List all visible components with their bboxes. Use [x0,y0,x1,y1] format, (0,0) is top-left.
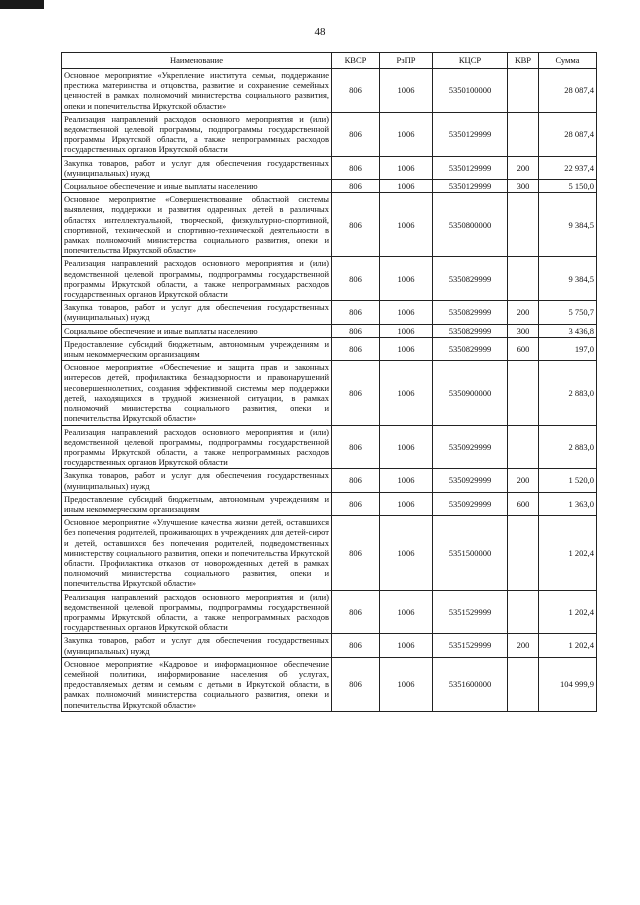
cell-kcsr: 5350829999 [433,257,508,301]
cell-kcsr: 5351500000 [433,516,508,590]
cell-sum: 5 750,7 [539,301,597,324]
cell-kcsr: 5350929999 [433,425,508,469]
cell-kvr [508,657,539,711]
cell-rzpr: 1006 [380,657,433,711]
cell-rzpr: 1006 [380,590,433,634]
cell-kvsr: 806 [332,257,380,301]
cell-kcsr: 5350129999 [433,180,508,193]
cell-kvsr: 806 [332,425,380,469]
cell-kcsr: 5350929999 [433,492,508,515]
cell-name: Закупка товаров, работ и услуг для обеспечения государственных (муниципальных) нужд [62,156,332,179]
table-row [62,337,597,360]
cell-kvsr: 806 [332,516,380,590]
table-row [62,193,597,257]
cell-kvr [508,193,539,257]
cell-kvsr: 806 [332,657,380,711]
cell-kvr [508,112,539,156]
cell-kcsr: 5350829999 [433,324,508,337]
cell-rzpr: 1006 [380,180,433,193]
cell-name: Социальное обеспечение и иные выплаты населению [62,324,332,337]
cell-kvsr: 806 [332,69,380,113]
cell-kcsr: 5350129999 [433,156,508,179]
cell-sum: 28 087,4 [539,69,597,113]
table-row [62,425,597,469]
cell-kvr: 200 [508,301,539,324]
cell-sum: 9 384,5 [539,193,597,257]
table-row [62,516,597,590]
cell-rzpr: 1006 [380,634,433,657]
cell-kcsr: 5350800000 [433,193,508,257]
cell-kvr [508,361,539,425]
cell-rzpr: 1006 [380,112,433,156]
cell-sum: 197,0 [539,337,597,360]
header-kvsr: КВСР [332,53,380,69]
cell-kvsr: 806 [332,469,380,492]
cell-kvr: 300 [508,324,539,337]
cell-name: Социальное обеспечение и иные выплаты населению [62,180,332,193]
cell-name: Закупка товаров, работ и услуг для обеспечения государственных (муниципальных) нужд [62,634,332,657]
budget-table [61,52,597,712]
table-row [62,634,597,657]
table-row [62,257,597,301]
cell-sum: 104 999,9 [539,657,597,711]
cell-rzpr: 1006 [380,69,433,113]
cell-rzpr: 1006 [380,425,433,469]
cell-name: Основное мероприятие «Улучшение качества жизни детей, оставшихся без попечения родителей, проживающих в учреждениях для детей-сирот и детей, оставшихся без попечения родителей, подведомственных министерству социального развития, опеки и попечительства Иркутской области. Профилактика отказов от новорожденных детей в рамках полномочий министерства социального развития, опеки и попечительства Иркутской области» [62,516,332,590]
cell-kcsr: 5350129999 [433,112,508,156]
cell-name: Предоставление субсидий бюджетным, автономным учреждениям и иным некоммерческим организациям [62,337,332,360]
cell-kvr [508,590,539,634]
cell-rzpr: 1006 [380,361,433,425]
cell-kvsr: 806 [332,337,380,360]
cell-kvsr: 806 [332,193,380,257]
cell-kvsr: 806 [332,492,380,515]
table-row [62,657,597,711]
scan-corner-mark [0,0,44,9]
cell-kvr [508,516,539,590]
cell-sum: 28 087,4 [539,112,597,156]
cell-kvr: 200 [508,469,539,492]
table-row [62,324,597,337]
cell-name: Реализация направлений расходов основного мероприятия и (или) ведомственной целевой программы, подпрограммы государственной программы Иркутской области, а также непрограммных расходов государственных органов Иркутской области [62,112,332,156]
cell-rzpr: 1006 [380,156,433,179]
table-row [62,361,597,425]
cell-name: Основное мероприятие «Кадровое и информационное обеспечение семейной политики, информирование населения об услугах, предоставляемых детям и семьям с детьми в Иркутской области, в рамках полномочий министерства социального развития, опеки и попечительства Иркутской области» [62,657,332,711]
cell-sum: 3 436,8 [539,324,597,337]
cell-name: Предоставление субсидий бюджетным, автономным учреждениям и иным некоммерческим организациям [62,492,332,515]
cell-sum: 1 520,0 [539,469,597,492]
cell-sum: 9 384,5 [539,257,597,301]
header-rzpr: РзПР [380,53,433,69]
table-row [62,156,597,179]
cell-name: Закупка товаров, работ и услуг для обеспечения государственных (муниципальных) нужд [62,301,332,324]
cell-kvsr: 806 [332,112,380,156]
cell-sum: 1 363,0 [539,492,597,515]
cell-rzpr: 1006 [380,469,433,492]
cell-kcsr: 5351529999 [433,634,508,657]
cell-sum: 1 202,4 [539,590,597,634]
table-header [62,53,597,69]
cell-kvsr: 806 [332,361,380,425]
header-row [62,53,597,69]
cell-kvsr: 806 [332,301,380,324]
cell-kcsr: 5351529999 [433,590,508,634]
cell-kvsr: 806 [332,324,380,337]
cell-kvr: 600 [508,337,539,360]
cell-kcsr: 5351600000 [433,657,508,711]
cell-sum: 22 937,4 [539,156,597,179]
cell-kvr: 600 [508,492,539,515]
cell-rzpr: 1006 [380,492,433,515]
cell-rzpr: 1006 [380,337,433,360]
cell-sum: 5 150,0 [539,180,597,193]
header-kcsr: КЦСР [433,53,508,69]
cell-sum: 2 883,0 [539,361,597,425]
cell-rzpr: 1006 [380,193,433,257]
cell-rzpr: 1006 [380,257,433,301]
cell-kcsr: 5350900000 [433,361,508,425]
cell-kvr: 300 [508,180,539,193]
table-body [62,69,597,712]
cell-kcsr: 5350829999 [433,301,508,324]
cell-name: Реализация направлений расходов основного мероприятия и (или) ведомственной целевой программы, подпрограммы государственной программы Иркутской области, а также непрограммных расходов государственных органов Иркутской области [62,590,332,634]
table-row [62,590,597,634]
cell-sum: 1 202,4 [539,634,597,657]
cell-name: Реализация направлений расходов основного мероприятия и (или) ведомственной целевой программы, подпрограммы государственной программы Иркутской области, а также непрограммных расходов государственных органов Иркутской области [62,257,332,301]
cell-name: Основное мероприятие «Укрепление института семьи, поддержание престижа материнства и отцовства, развитие и сохранение семейных ценностей в рамках полномочий министерства социального развития, опеки и попечительства Иркутской области» [62,69,332,113]
cell-kvsr: 806 [332,590,380,634]
cell-sum: 1 202,4 [539,516,597,590]
header-sum: Сумма [539,53,597,69]
cell-kvr: 200 [508,156,539,179]
cell-kvr [508,257,539,301]
cell-rzpr: 1006 [380,301,433,324]
cell-rzpr: 1006 [380,516,433,590]
cell-kvsr: 806 [332,180,380,193]
cell-kcsr: 5350100000 [433,69,508,113]
cell-name: Закупка товаров, работ и услуг для обеспечения государственных (муниципальных) нужд [62,469,332,492]
table-row [62,469,597,492]
cell-kvsr: 806 [332,634,380,657]
table-row [62,180,597,193]
cell-kvsr: 806 [332,156,380,179]
cell-kvr [508,69,539,113]
cell-sum: 2 883,0 [539,425,597,469]
header-kvr: КВР [508,53,539,69]
page-number: 48 [314,26,326,38]
table-row [62,492,597,515]
table-row [62,301,597,324]
cell-kvr [508,425,539,469]
cell-name: Реализация направлений расходов основного мероприятия и (или) ведомственной целевой программы, подпрограммы государственной программы Иркутской области, а также непрограммных расходов государственных органов Иркутской области [62,425,332,469]
cell-kcsr: 5350929999 [433,469,508,492]
header-name: Наименование [62,53,332,69]
cell-kvr: 200 [508,634,539,657]
cell-rzpr: 1006 [380,324,433,337]
table-row [62,112,597,156]
cell-name: Основное мероприятие «Совершенствование областной системы выявления, поддержки и развития одаренных детей в различных областях интеллектуальной, творческой, физкультурно-спортивной, спортивной, технической и спортивно-технической деятельности в рамках полномочий министерства социального развития, опеки и попечительства Иркутской области» [62,193,332,257]
cell-kcsr: 5350829999 [433,337,508,360]
table-row [62,69,597,113]
cell-name: Основное мероприятие «Обеспечение и защита прав и законных интересов детей, профилактика безнадзорности и правонарушений несовершеннолетних, создания эффективной системы мер поддержки детей, находящихся в трудной жизненной ситуации, в рамках полномочий министерства социального развития, опеки и попечительства Иркутской области» [62,361,332,425]
